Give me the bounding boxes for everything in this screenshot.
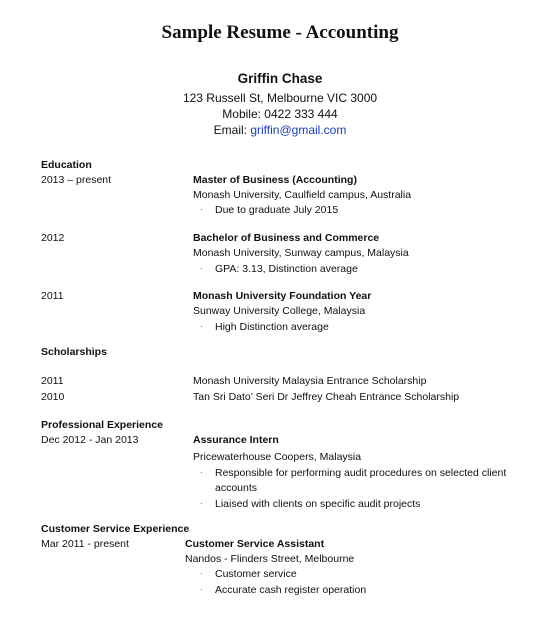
education-bullet: High Distinction average xyxy=(215,321,329,333)
candidate-name: Griffin Chase xyxy=(237,71,323,86)
education-heading: Education xyxy=(41,159,92,171)
education-degree: Monash University Foundation Year xyxy=(193,290,372,302)
bullet-icon: · xyxy=(200,585,203,594)
customer-service-heading: Customer Service Experience xyxy=(41,523,190,535)
education-institution: Sunway University College, Malaysia xyxy=(193,305,366,317)
professional-company: Pricewaterhouse Coopers, Malaysia xyxy=(193,451,362,463)
bullet-icon: · xyxy=(200,569,203,578)
professional-bullet: Responsible for performing audit procedures on selected client xyxy=(215,467,507,479)
scholarships-heading: Scholarships xyxy=(41,346,107,358)
scholarship-name: Tan Sri Dato’ Seri Dr Jeffrey Cheah Entrance Scholarship xyxy=(193,391,460,403)
education-bullet: Due to graduate July 2015 xyxy=(215,204,339,216)
address: 123 Russell St, Melbourne VIC 3000 xyxy=(182,91,378,105)
education-date: 2013 – present xyxy=(41,174,112,186)
scholarship-date: 2011 xyxy=(41,375,64,387)
education-institution: Monash University, Sunway campus, Malaysia xyxy=(193,247,409,259)
education-degree: Bachelor of Business and Commerce xyxy=(193,232,380,244)
education-date: 2012 xyxy=(41,232,65,244)
customer-service-date: Mar 2011 - present xyxy=(41,538,129,550)
email-label: Email: xyxy=(213,123,251,137)
professional-bullet-continued: accounts xyxy=(215,482,258,494)
professional-date: Dec 2012 - Jan 2013 xyxy=(41,434,139,446)
resume-title: Sample Resume - Accounting xyxy=(161,22,399,43)
professional-heading: Professional Experience xyxy=(41,419,163,431)
customer-service-company: Nandos - Flinders Street, Melbourne xyxy=(185,553,355,565)
professional-role: Assurance Intern xyxy=(193,434,279,446)
bullet-icon: · xyxy=(200,264,203,273)
bullet-icon: · xyxy=(200,499,203,508)
contact-block xyxy=(0,70,560,138)
bullet-icon: · xyxy=(200,205,203,214)
education-date: 2011 xyxy=(41,290,64,302)
customer-service-bullet: Customer service xyxy=(215,568,297,580)
scholarship-date: 2010 xyxy=(41,391,65,403)
email-link[interactable]: griffin@gmail.com xyxy=(250,123,347,137)
bullet-icon: · xyxy=(200,468,203,477)
education-bullet: GPA: 3.13, Distinction average xyxy=(215,263,358,275)
email-line xyxy=(0,122,560,138)
customer-service-role: Customer Service Assistant xyxy=(185,538,325,550)
mobile: Mobile: 0422 333 444 xyxy=(222,107,338,121)
education-degree: Master of Business (Accounting) xyxy=(193,174,357,186)
scholarship-name: Monash University Malaysia Entrance Scholarship xyxy=(193,375,427,387)
education-institution: Monash University, Caulfield campus, Australia xyxy=(193,189,412,201)
professional-bullet: Liaised with clients on specific audit projects xyxy=(215,498,421,510)
customer-service-bullet: Accurate cash register operation xyxy=(215,584,367,596)
bullet-icon: · xyxy=(200,322,203,331)
